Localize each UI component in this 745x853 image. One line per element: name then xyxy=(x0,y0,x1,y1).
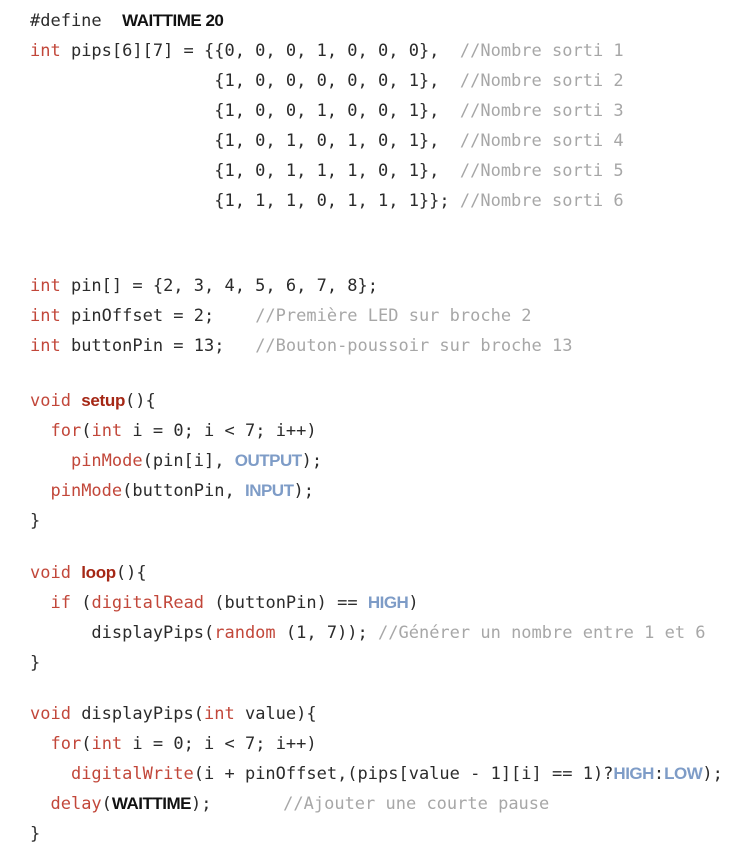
code-token-plain-code: ( xyxy=(81,421,92,441)
code-token-keyword: int xyxy=(204,704,235,724)
code-token-plain-code: ); xyxy=(702,764,723,784)
code-line xyxy=(30,301,745,331)
code-token-plain-code xyxy=(30,451,71,471)
code-block xyxy=(30,386,745,536)
code-line xyxy=(30,558,745,588)
code-token-keyword: digitalRead xyxy=(91,593,205,613)
code-token-plain-code: : xyxy=(653,764,665,784)
code-token-comment: //Nombre sorti 6 xyxy=(459,191,624,211)
code-line xyxy=(30,476,745,506)
code-line xyxy=(30,96,745,126)
code-token-plain-code: pips[6][7] = {{0, 0, 0, 1, 0, 0, 0}, xyxy=(60,41,460,61)
code-line xyxy=(30,759,745,789)
code-token-comment: //Ajouter une courte pause xyxy=(283,794,550,814)
code-token-plain-code: {1, 0, 1, 1, 1, 0, 1}, xyxy=(30,161,460,181)
code-token-plain-code: (buttonPin) == xyxy=(204,593,368,613)
code-token-comment: //Première LED sur broche 2 xyxy=(255,306,532,326)
code-token-plain-code: #define xyxy=(30,11,123,31)
code-token-builtin-constant: LOW xyxy=(664,764,703,783)
code-token-plain-code: {1, 0, 1, 0, 1, 0, 1}, xyxy=(30,131,460,151)
code-line xyxy=(30,66,745,96)
code-token-user-define: WAITTIME 20 xyxy=(122,11,224,30)
code-token-plain-code: ( xyxy=(70,593,92,613)
code-token-plain-code xyxy=(71,391,81,411)
code-token-keyword: int xyxy=(30,276,61,296)
code-token-keyword: digitalWrite xyxy=(70,764,194,784)
code-line xyxy=(30,126,745,156)
code-token-plain-code xyxy=(30,794,50,814)
code-token-plain-code: (1, 7)); xyxy=(275,623,379,643)
code-line xyxy=(30,819,745,849)
code-token-comment: //Nombre sorti 3 xyxy=(459,101,624,121)
code-token-plain-code xyxy=(30,421,50,441)
code-line xyxy=(30,36,745,66)
code-token-keyword: void xyxy=(30,563,71,583)
code-line xyxy=(30,386,745,416)
code-token-plain-code: {1, 0, 0, 0, 0, 0, 1}, xyxy=(30,71,460,91)
code-token-plain-code: displayPips( xyxy=(30,623,215,643)
code-line xyxy=(30,186,745,216)
code-token-plain-code xyxy=(30,734,50,754)
code-token-plain-code: (pin[i], xyxy=(142,451,235,471)
code-line xyxy=(30,6,745,36)
code-line xyxy=(30,789,745,819)
code-token-keyword: pinMode xyxy=(50,481,123,501)
code-token-plain-code: (buttonPin, xyxy=(122,481,245,501)
code-token-comment: //Nombre sorti 2 xyxy=(459,71,624,91)
code-block xyxy=(30,558,745,678)
code-line xyxy=(30,618,745,648)
code-token-plain-code: ); xyxy=(301,451,323,471)
code-token-comment: //Nombre sorti 4 xyxy=(459,131,624,151)
code-token-plain-code: ); xyxy=(191,794,284,814)
code-token-user-define: WAITTIME xyxy=(111,794,192,813)
code-token-plain-code: i = 0; i < 7; i++) xyxy=(122,421,317,441)
code-line xyxy=(30,331,745,361)
code-token-keyword: if xyxy=(50,593,71,613)
code-token-plain-code: buttonPin = 13; xyxy=(60,336,256,356)
code-line xyxy=(30,271,745,301)
code-token-plain-code: displayPips( xyxy=(70,704,205,724)
code-token-function-name: loop xyxy=(81,563,116,582)
code-token-plain-code: (i + pinOffset,(pips[value - 1][i] == 1)? xyxy=(193,764,614,784)
code-token-keyword: for xyxy=(50,421,82,441)
code-line xyxy=(30,699,745,729)
code-line xyxy=(30,156,745,186)
code-line xyxy=(30,588,745,618)
code-token-builtin-constant: INPUT xyxy=(244,481,294,500)
code-block xyxy=(30,6,745,216)
code-token-keyword: pinMode xyxy=(70,451,143,471)
code-line xyxy=(30,648,745,678)
code-token-keyword: int xyxy=(30,306,61,326)
code-token-keyword: int xyxy=(30,41,61,61)
code-token-keyword: delay xyxy=(50,794,102,814)
code-token-plain-code xyxy=(30,593,50,613)
code-token-comment: //Bouton-poussoir sur broche 13 xyxy=(255,336,573,356)
code-token-plain-code xyxy=(71,563,81,583)
code-token-comment: //Générer un nombre entre 1 et 6 xyxy=(378,623,706,643)
code-block xyxy=(30,699,745,849)
code-line xyxy=(30,446,745,476)
code-line xyxy=(30,729,745,759)
code-token-comment: //Nombre sorti 5 xyxy=(459,161,624,181)
code-token-plain-code: i = 0; i < 7; i++) xyxy=(122,734,317,754)
code-line xyxy=(30,506,745,536)
code-token-plain-code: (){ xyxy=(125,391,156,411)
code-block xyxy=(30,271,745,361)
code-token-plain-code xyxy=(30,481,50,501)
code-token-builtin-constant: HIGH xyxy=(613,764,654,783)
code-token-keyword: void xyxy=(30,704,71,724)
code-token-keyword: int xyxy=(30,336,61,356)
code-token-keyword: void xyxy=(30,391,71,411)
code-token-plain-code: ) xyxy=(408,593,419,613)
code-token-keyword: random xyxy=(214,623,276,643)
code-line xyxy=(30,416,745,446)
code-token-plain-code xyxy=(30,764,71,784)
code-token-keyword: for xyxy=(50,734,82,754)
code-token-plain-code: {1, 0, 0, 1, 0, 0, 1}, xyxy=(30,101,460,121)
code-token-builtin-constant: HIGH xyxy=(367,593,409,612)
code-token-plain-code: value){ xyxy=(234,704,317,724)
code-token-builtin-constant: OUTPUT xyxy=(234,451,302,470)
code-token-plain-code: pinOffset = 2; xyxy=(60,306,256,326)
code-token-plain-code: } xyxy=(30,511,41,531)
code-token-plain-code: ( xyxy=(81,734,92,754)
code-token-keyword: int xyxy=(91,734,123,754)
code-token-plain-code: } xyxy=(30,824,41,844)
code-token-plain-code: } xyxy=(30,653,41,673)
code-token-comment: //Nombre sorti 1 xyxy=(459,41,624,61)
code-token-plain-code: ); xyxy=(293,481,314,501)
code-token-keyword: int xyxy=(91,421,123,441)
code-token-plain-code: ( xyxy=(101,794,112,814)
code-token-plain-code: (){ xyxy=(115,563,147,583)
code-token-plain-code: {1, 1, 1, 0, 1, 1, 1}}; xyxy=(30,191,460,211)
code-token-function-name: setup xyxy=(81,391,126,410)
code-token-plain-code: pin[] = {2, 3, 4, 5, 6, 7, 8}; xyxy=(60,276,378,296)
